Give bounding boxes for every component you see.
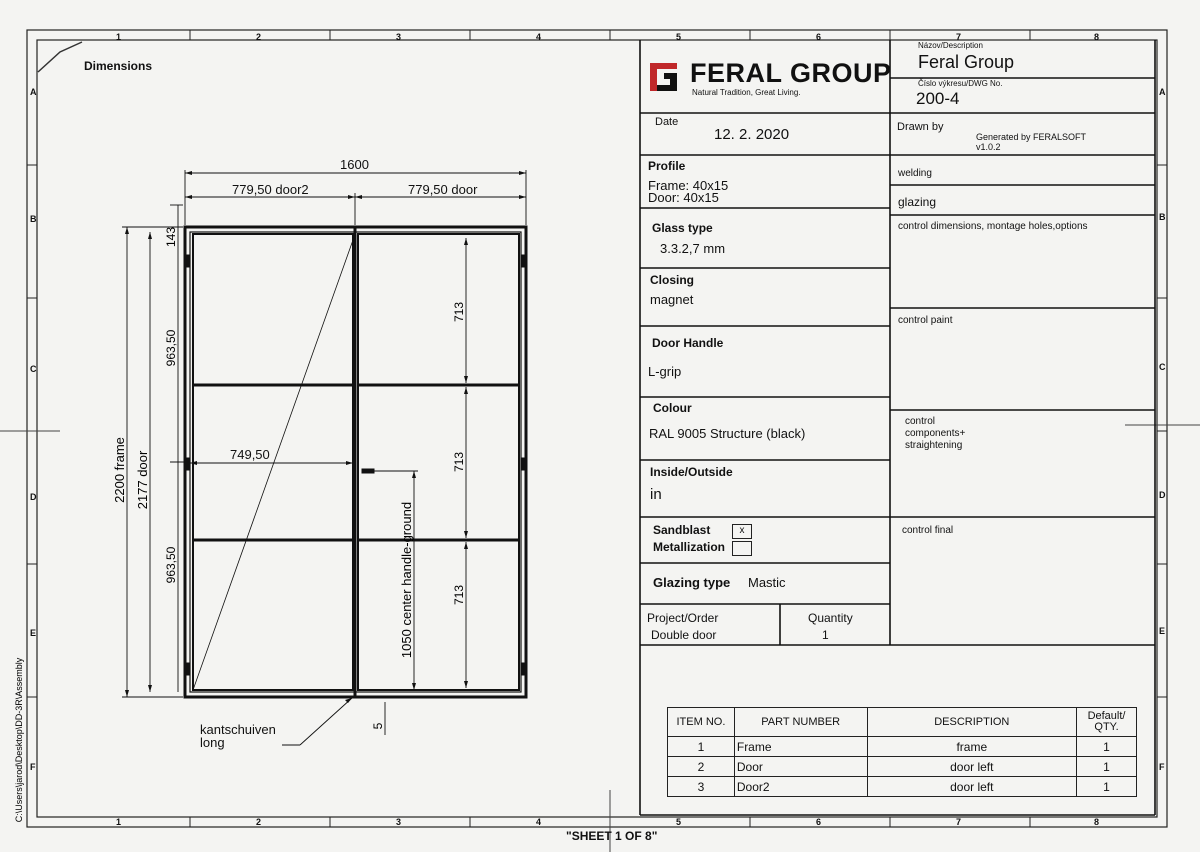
dim-top-gap: 143 xyxy=(164,226,178,248)
bom-part-number: Door xyxy=(734,757,867,777)
dim-pane-bottom: 963,50 xyxy=(164,546,178,584)
bom-item-no: 2 xyxy=(668,757,735,777)
bom-header-row xyxy=(668,708,1137,737)
glass-value: 3.3.2,7 mm xyxy=(660,241,726,256)
col-5-bottom: 5 xyxy=(676,817,682,827)
drawn-value: Generated by FERALSOFT v1.0.2 xyxy=(976,132,1086,152)
project-value: Double door xyxy=(651,628,717,642)
table-row xyxy=(668,737,1137,757)
metallization-label: Metallization xyxy=(653,540,726,554)
dim-frame-height: 2200 frame xyxy=(112,437,127,503)
bom-header-item: ITEM NO. xyxy=(668,708,735,737)
glass-label: Glass type xyxy=(652,221,713,235)
sandblast-checkbox xyxy=(732,523,752,541)
check-glazing: glazing xyxy=(898,195,937,209)
col-2-top: 2 xyxy=(256,32,262,42)
bom-header-description: DESCRIPTION xyxy=(867,708,1077,737)
path-label: C:\Users\jarod\Desktop\DD-3R\Assembly xyxy=(14,657,24,823)
profile-door: Door: 40x15 xyxy=(648,190,719,205)
dim-gap-bottom: 5 xyxy=(371,722,385,730)
bom-description: frame xyxy=(867,737,1077,757)
glazing-type-value: Mastic xyxy=(748,575,786,590)
project-label: Project/Order xyxy=(647,611,719,625)
row-a-right: A xyxy=(1159,87,1166,97)
bom-item-no: 3 xyxy=(668,777,735,797)
col-4-top: 4 xyxy=(536,32,542,42)
row-b-right: B xyxy=(1159,212,1166,222)
row-f-left: F xyxy=(30,762,36,772)
date-value: 12. 2. 2020 xyxy=(714,126,790,143)
bom-description: door left xyxy=(867,757,1077,777)
col-3-top: 3 xyxy=(396,32,402,42)
row-c-right: C xyxy=(1159,362,1166,372)
col-5-top: 5 xyxy=(676,32,682,42)
colour-value: RAL 9005 Structure (black) xyxy=(649,426,806,441)
drawn-label: Drawn by xyxy=(897,121,944,133)
dim-pane-top: 963,50 xyxy=(164,329,178,367)
row-b-left: B xyxy=(30,214,37,224)
note-kantschuiven: kantschuiven long xyxy=(200,722,276,750)
col-2-bottom: 2 xyxy=(256,817,262,827)
dim-door2-width: 779,50 door2 xyxy=(232,182,309,197)
feral-logo-icon xyxy=(650,63,677,91)
dim-glass-width: 749,50 xyxy=(230,447,270,462)
table-row xyxy=(668,777,1137,797)
inout-value: in xyxy=(650,486,662,503)
bom-header-part: PART NUMBER xyxy=(734,708,867,737)
row-d-right: D xyxy=(1159,490,1166,500)
dim-handle-height: 1050 center handle-ground xyxy=(399,501,414,659)
dim-total-width: 1600 xyxy=(340,157,369,172)
table-row xyxy=(668,757,1137,777)
profile-frame: Frame: 40x15 xyxy=(648,178,729,193)
check-control-dims: control dimensions, montage holes,options xyxy=(898,221,1088,232)
profile-label: Profile xyxy=(648,159,686,173)
sandblast-mark: x xyxy=(732,524,752,539)
sandblast-label: Sandblast xyxy=(653,523,711,537)
col-1-top: 1 xyxy=(116,32,122,42)
quantity-label: Quantity xyxy=(808,611,853,625)
colour-label: Colour xyxy=(653,401,692,415)
check-control-paint: control paint xyxy=(898,315,953,326)
handle-value: L-grip xyxy=(648,364,682,379)
check-control-final: control final xyxy=(902,525,954,536)
closing-label: Closing xyxy=(650,273,694,287)
logo-name: FERAL GROUP xyxy=(690,58,892,88)
col-3-bottom: 3 xyxy=(396,817,402,827)
col-8-bottom: 8 xyxy=(1094,817,1100,827)
glazing-type-label: Glazing type xyxy=(653,575,731,590)
check-welding: welding xyxy=(898,168,932,179)
sheet-footer: "SHEET 1 OF 8" xyxy=(566,829,658,843)
col-6-top: 6 xyxy=(816,32,822,42)
handle-label: Door Handle xyxy=(652,336,724,350)
dim-door-height: 2177 door xyxy=(135,450,150,510)
row-d-left: D xyxy=(30,492,37,502)
quantity-value: 1 xyxy=(822,628,829,642)
bom-qty: 1 xyxy=(1077,737,1137,757)
check-control-components: control components+ straightening xyxy=(905,416,966,451)
dim-glass-h2: 713 xyxy=(452,451,466,473)
col-7-top: 7 xyxy=(956,32,962,42)
col-1-bottom: 1 xyxy=(116,817,122,827)
bom-description: door left xyxy=(867,777,1077,797)
row-c-left: C xyxy=(30,364,37,374)
date-label: Date xyxy=(655,116,679,128)
description-value: Feral Group xyxy=(918,52,1015,72)
dim-door-width: 779,50 door xyxy=(408,182,478,197)
bom-table xyxy=(667,707,1137,797)
row-e-left: E xyxy=(30,628,37,638)
inout-label: Inside/Outside xyxy=(650,465,733,479)
row-f-right: F xyxy=(1159,762,1165,772)
description-label: Názov/Description xyxy=(918,41,983,50)
closing-value: magnet xyxy=(650,292,694,307)
row-a-left: A xyxy=(30,87,37,97)
dwg-value: 200-4 xyxy=(916,89,960,108)
bom-item-no: 1 xyxy=(668,737,735,757)
bom-qty: 1 xyxy=(1077,757,1137,777)
metallization-checkbox xyxy=(732,540,752,558)
logo-tagline: Natural Tradition, Great Living. xyxy=(692,88,801,97)
dwg-label: Číslo výkresu/DWG No. xyxy=(918,79,1003,88)
col-7-bottom: 7 xyxy=(956,817,962,827)
dim-glass-h1: 713 xyxy=(452,301,466,323)
bom-qty: 1 xyxy=(1077,777,1137,797)
col-6-bottom: 6 xyxy=(816,817,822,827)
bom-part-number: Door2 xyxy=(734,777,867,797)
row-e-right: E xyxy=(1159,626,1166,636)
bom-header-qty: Default/ QTY. xyxy=(1077,708,1137,737)
dim-glass-h3: 713 xyxy=(452,584,466,606)
col-4-bottom: 4 xyxy=(536,817,542,827)
bom-part-number: Frame xyxy=(734,737,867,757)
col-8-top: 8 xyxy=(1094,32,1100,42)
sheet-title: Dimensions xyxy=(84,59,153,73)
